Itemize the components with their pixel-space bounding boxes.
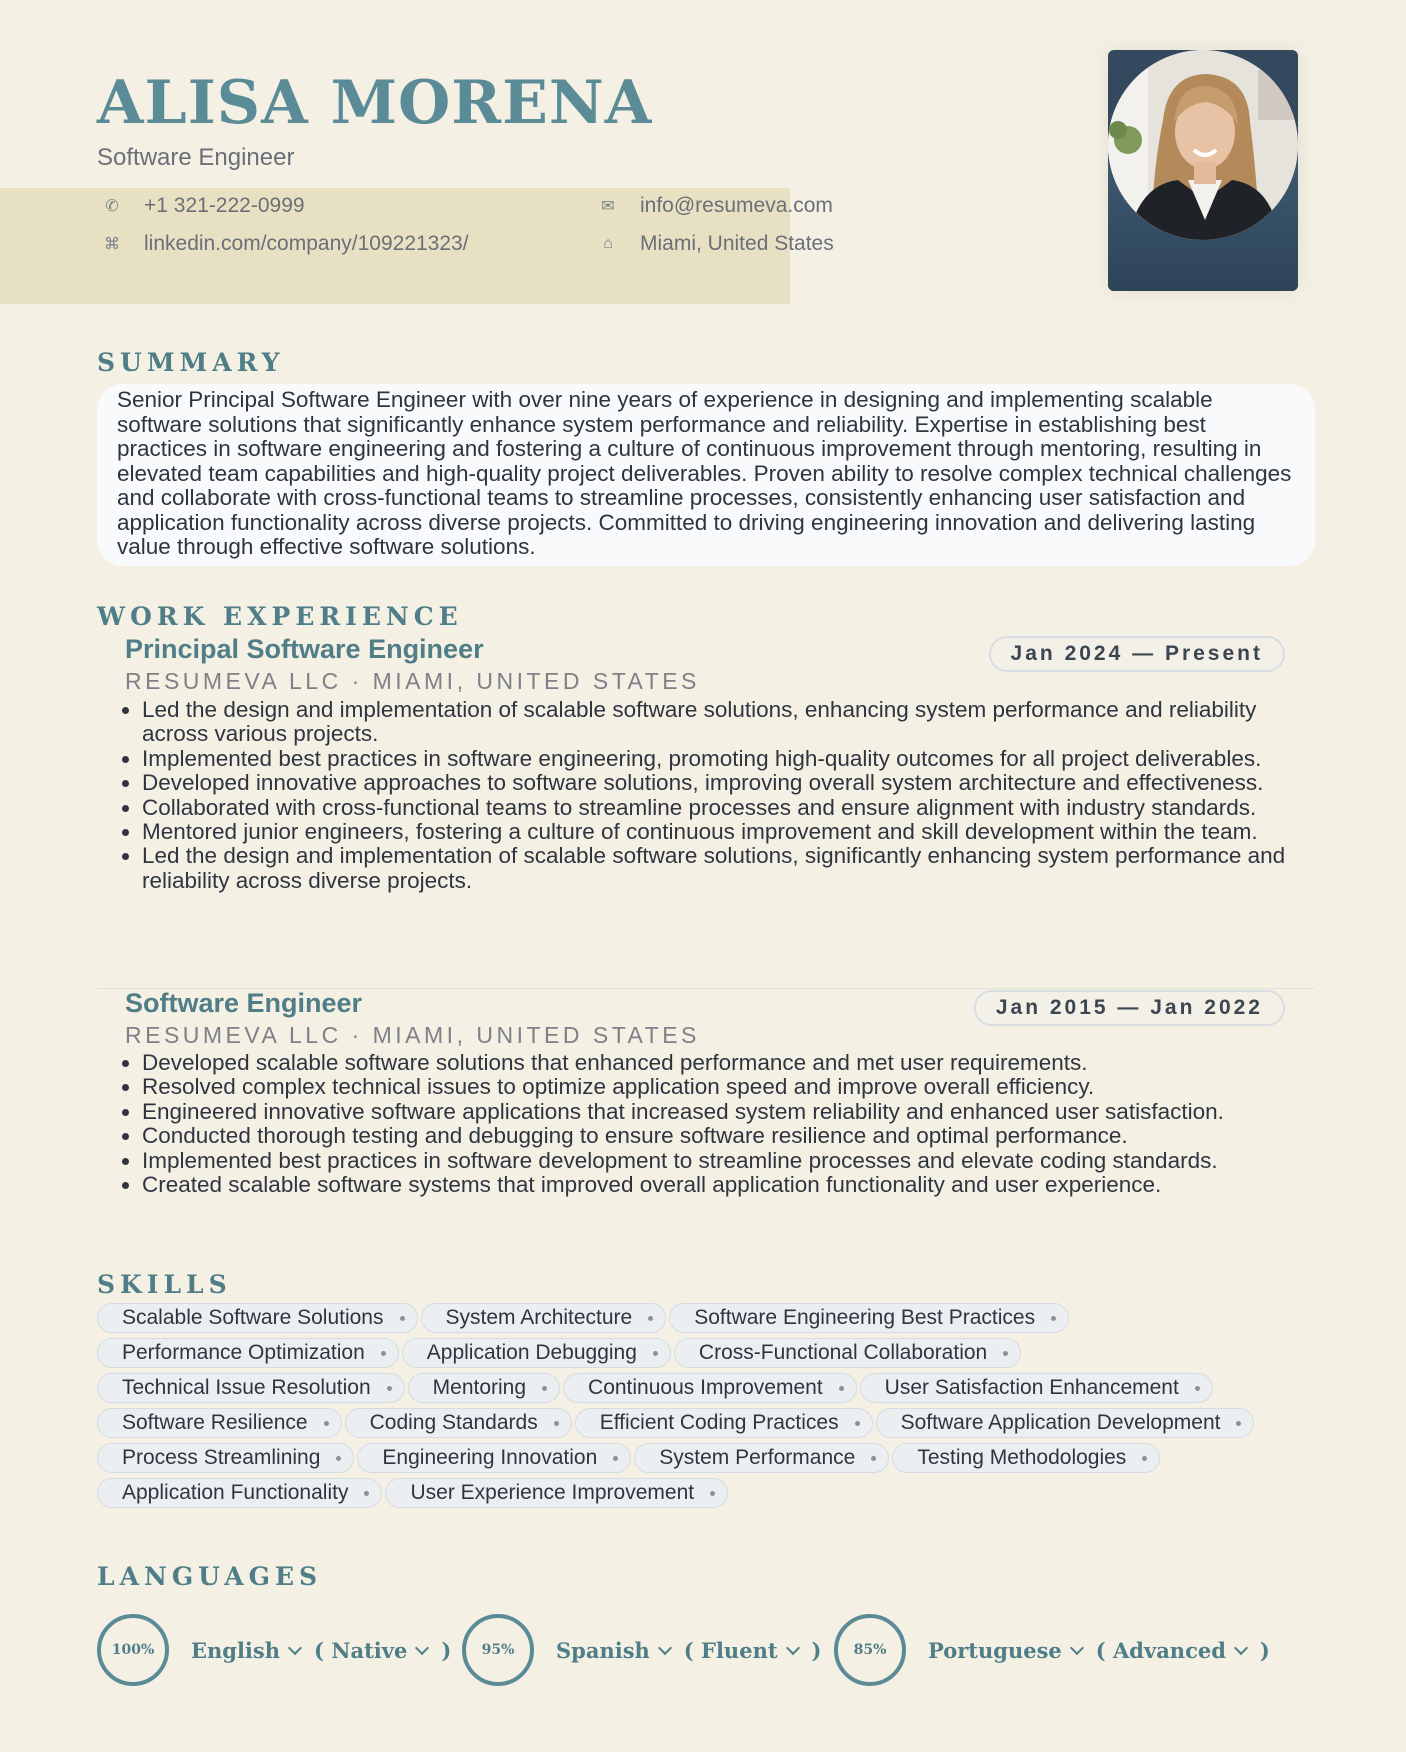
contact-linkedin[interactable] [100,232,469,256]
skill-chip [97,1443,354,1473]
skills-list [97,1303,1337,1513]
job-bullets [111,1051,1312,1197]
skills-heading: SKILLS [97,1270,232,1299]
skill-label: User Satisfaction Enhancement [884,1376,1179,1399]
bullet-item: • Conducted thorough testing and debugging to ensure software resilience and optimal performance. [142,1124,1312,1148]
skill-chip [97,1408,342,1438]
chevron-down-icon [658,1640,672,1654]
paren-close: ) [1259,1637,1270,1663]
skill-chip [892,1443,1160,1473]
skill-chip [402,1338,671,1368]
skill-label: Software Resilience [122,1411,308,1434]
language-item [834,1614,1270,1686]
bullet-item: • Developed innovative approaches to software solutions, improving overall system architecture and effectiveness. [142,771,1312,795]
skill-label: Application Debugging [426,1341,637,1364]
skill-row [97,1303,1337,1333]
language-item [97,1614,451,1686]
skill-chip [669,1303,1069,1333]
summary-text: Senior Principal Software Engineer with over nine years of experience in designing and implementing scalable software solutions that significantly enhance system performance and reliability. Expertise in establishing best practices in software engineering and fostering a culture of continuous improvement through mentoring, resulting in elevated team capabilities and high-quality project deliverables. Proven ability to resolve complex technical challenges and collaborate with cross-functional teams to streamline processes, consistently enhancing user satisfaction and application functionality across diverse projects. Committed to driving engineering innovation and delivering lasting value through effective software solutions. [117,387,1292,559]
skill-label: Application Functionality [122,1481,349,1504]
job-bullets [111,698,1312,893]
language-name: Portuguese [928,1637,1062,1663]
dot-icon [653,1351,658,1356]
mail-icon: ✉ [601,198,615,215]
skill-label: System Architecture [445,1306,633,1329]
dot-icon [613,1456,618,1461]
chevron-down-icon [785,1640,799,1654]
job-dates: Jan 2015 — Jan 2022 [974,990,1285,1026]
skill-chip [97,1303,418,1333]
job-title: Software Engineer [125,988,363,1018]
dot-icon [1195,1386,1200,1391]
email-text[interactable]: info@resumeva.com [640,194,833,217]
skill-label: Efficient Coding Practices [599,1411,839,1434]
skill-chip [385,1478,728,1508]
paren-open: ( [683,1637,702,1663]
skill-chip [97,1338,399,1368]
contact-phone [100,194,305,218]
language-level: Fluent [701,1637,778,1663]
skill-label: Testing Methodologies [917,1446,1127,1469]
dot-icon [1236,1421,1241,1426]
skill-label: Scalable Software Solutions [122,1306,384,1329]
language-text [191,1638,451,1663]
paren-open: ( [314,1637,332,1663]
dot-icon [364,1491,369,1496]
skill-row [97,1373,1337,1403]
language-level: Advanced [1113,1637,1226,1663]
language-text [556,1638,821,1663]
dot-icon [381,1351,386,1356]
location-text: Miami, United States [640,232,834,255]
language-text [928,1638,1270,1663]
dot-icon [648,1316,653,1321]
language-level: Native [331,1637,408,1663]
profile-photo [1108,50,1298,291]
skill-label: User Experience Improvement [410,1481,695,1504]
skill-label: Software Engineering Best Practices [694,1306,1036,1329]
skill-row [97,1478,1337,1508]
languages-heading: LANGUAGES [97,1562,323,1591]
avatar-illustration [1108,50,1298,240]
job-dates: Jan 2024 — Present [989,636,1285,672]
skill-row [97,1443,1337,1473]
skill-chip [876,1408,1255,1438]
skill-label: Continuous Improvement [588,1376,823,1399]
bullet-item: • Developed scalable software solutions that enhanced performance and met user requirements. [142,1051,1312,1075]
bullet-item: • Mentored junior engineers, fostering a culture of continuous improvement and skill development within the team. [142,820,1312,844]
dot-icon [400,1316,405,1321]
skill-label: Software Application Development [900,1411,1221,1434]
skill-label: Engineering Innovation [382,1446,598,1469]
job-company: RESUMEVA LLC · MIAMI, UNITED STATES [125,668,700,694]
summary-heading: SUMMARY [97,348,285,377]
paren-close: ) [441,1637,452,1663]
proficiency-ring: 100% [97,1614,169,1686]
summary-box [97,384,1315,566]
dot-icon [1051,1316,1056,1321]
skill-label: Mentoring [432,1376,527,1399]
dot-icon [387,1386,392,1391]
dot-icon [871,1456,876,1461]
proficiency-ring: 95% [462,1614,534,1686]
home-icon: ⌂ [603,235,613,252]
bullet-item: • Resolved complex technical issues to optimize application speed and improve overall efficiency. [142,1075,1312,1099]
skill-chip [860,1373,1213,1403]
skill-row [97,1408,1337,1438]
dot-icon [839,1386,844,1391]
language-item [462,1614,821,1686]
experience-heading: WORK EXPERIENCE [97,602,463,631]
bullet-item: • Created scalable software systems that improved overall application functionality and user experience. [142,1173,1312,1197]
chevron-down-icon [415,1640,429,1654]
dot-icon [1142,1456,1147,1461]
language-name: Spanish [556,1637,650,1663]
skill-chip [408,1373,560,1403]
candidate-name: ALISA MORENA [97,68,653,138]
skill-chip [97,1373,405,1403]
skill-chip [674,1338,1021,1368]
bullet-item: • Implemented best practices in software development to streamline processes and elevate coding standards. [142,1149,1312,1173]
dot-icon [855,1421,860,1426]
job-company: RESUMEVA LLC · MIAMI, UNITED STATES [125,1022,700,1048]
bullet-item: • Collaborated with cross-functional teams to streamline processes and ensure alignment with industry standards. [142,796,1312,820]
skill-chip [357,1443,631,1473]
chevron-down-icon [1070,1640,1084,1654]
bullet-item: • Led the design and implementation of scalable software solutions, enhancing system performance and reliability across various projects. [142,698,1312,747]
skill-label: Cross-Functional Collaboration [698,1341,988,1364]
skill-row [97,1338,1337,1368]
dot-icon [542,1386,547,1391]
contact-email[interactable] [596,194,833,218]
skill-label: System Performance [659,1446,856,1469]
dot-icon [710,1491,715,1496]
chevron-down-icon [1234,1640,1248,1654]
phone-icon: ✆ [105,198,119,215]
skill-chip [563,1373,857,1403]
skill-label: Coding Standards [369,1411,538,1434]
paren-open: ( [1095,1637,1114,1663]
candidate-role: Software Engineer [97,144,295,171]
contact-location [596,232,834,256]
skill-chip [97,1478,382,1508]
job-title: Principal Software Engineer [125,634,484,664]
bullet-item: • Led the design and implementation of scalable software solutions, significantly enhancing system performance and reliability across diverse projects. [142,844,1312,893]
chevron-down-icon [288,1640,302,1654]
dot-icon [336,1456,341,1461]
proficiency-ring: 85% [834,1614,906,1686]
skill-label: Performance Optimization [122,1341,365,1364]
dot-icon [1003,1351,1008,1356]
linkedin-text[interactable]: linkedin.com/company/109221323/ [144,232,469,255]
dot-icon [324,1421,329,1426]
paren-close: ) [811,1637,822,1663]
command-icon: ⌘ [104,236,120,253]
dot-icon [554,1421,559,1426]
bullet-item: • Implemented best practices in software engineering, promoting high-quality outcomes for all project deliverables. [142,747,1312,771]
skill-chip [421,1303,667,1333]
skill-label: Technical Issue Resolution [122,1376,371,1399]
skill-label: Process Streamlining [122,1446,321,1469]
bullet-item: • Engineered innovative software applications that increased system reliability and enhanced user satisfaction. [142,1100,1312,1124]
skill-chip [575,1408,873,1438]
skill-chip [345,1408,572,1438]
language-name: English [191,1637,281,1663]
avatar [1108,50,1298,240]
phone-text: +1 321-222-0999 [144,194,305,217]
skill-chip [634,1443,889,1473]
